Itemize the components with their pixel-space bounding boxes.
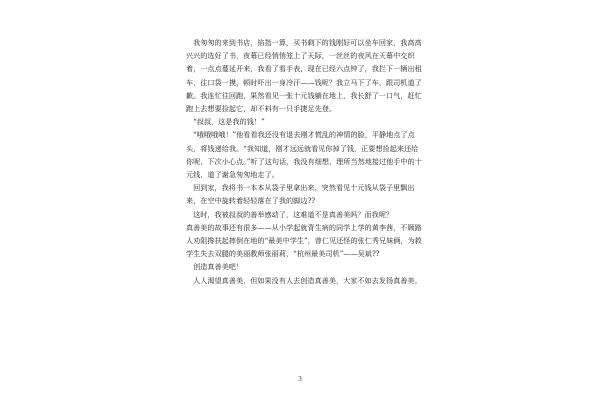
- paragraph: 人人渴望真善美，但如果没有人去创造真善美，大家不如去发扬真善美。: [193, 275, 422, 285]
- body-text: [186, 36, 422, 287]
- paragraph: 我匆匆的来到书店，掐指一算，买书剩下的钱刚好可以坐车回家，我高高兴兴的选好了书，夜幕已经悄悄笼上了天际，一丝丝的夜风在天幕中交织着，一点点蔓延开来，我看了看手表，现在已经六点钟了，我拦下一辆出租车，往口袋一摸，顿时吓出一身冷汗——钱呢？我立马下了车，跟司机道了歉。我连忙往回跑，果然看见一张十元钱躺在地上，我长舒了一口气，赶忙跑上去想要捡起它，却不料有一只手捷足先登。: [186, 38, 422, 114]
- page-number: 3: [298, 376, 302, 383]
- paragraph: 真善美的故事还有很多——从小学起就背生病的同学上学的黄李茜，不顾路人劝阻搀扶起摔倒在地的“最美中学生”，曾仁见还怪的张仁秀兄妹俩，为救学生失去双腿的美丽教师张丽莉，“杭州最美司机”——吴斌??: [186, 222, 422, 259]
- paragraph: “哦哦哦哦！”他看看我还没有退去刚才慌乱的神情的脸，平静地点了点头，将钱递给我。“我知道，刚才远远就看见你掉了钱，正要想捡起来还给你呢，下次小心点。”听了这句话，我没有细想，理所当然地接过他手中的十元钱，道了谢急匆匆地走了。: [186, 130, 422, 180]
- paragraph: “叔叔，这是我的钱！”: [193, 117, 265, 127]
- paragraph: 回到家，我将书一本本从袋子里拿出来，突然看见十元钱从袋子里飘出来，在空中旋转着轻轻落在了我的脚边??: [186, 183, 415, 206]
- paragraph: 创造真善美吧！: [193, 262, 244, 272]
- paragraph: 这时，我被叔叔的善举感动了，这难道不是真善美吗？而我呢？: [193, 209, 394, 219]
